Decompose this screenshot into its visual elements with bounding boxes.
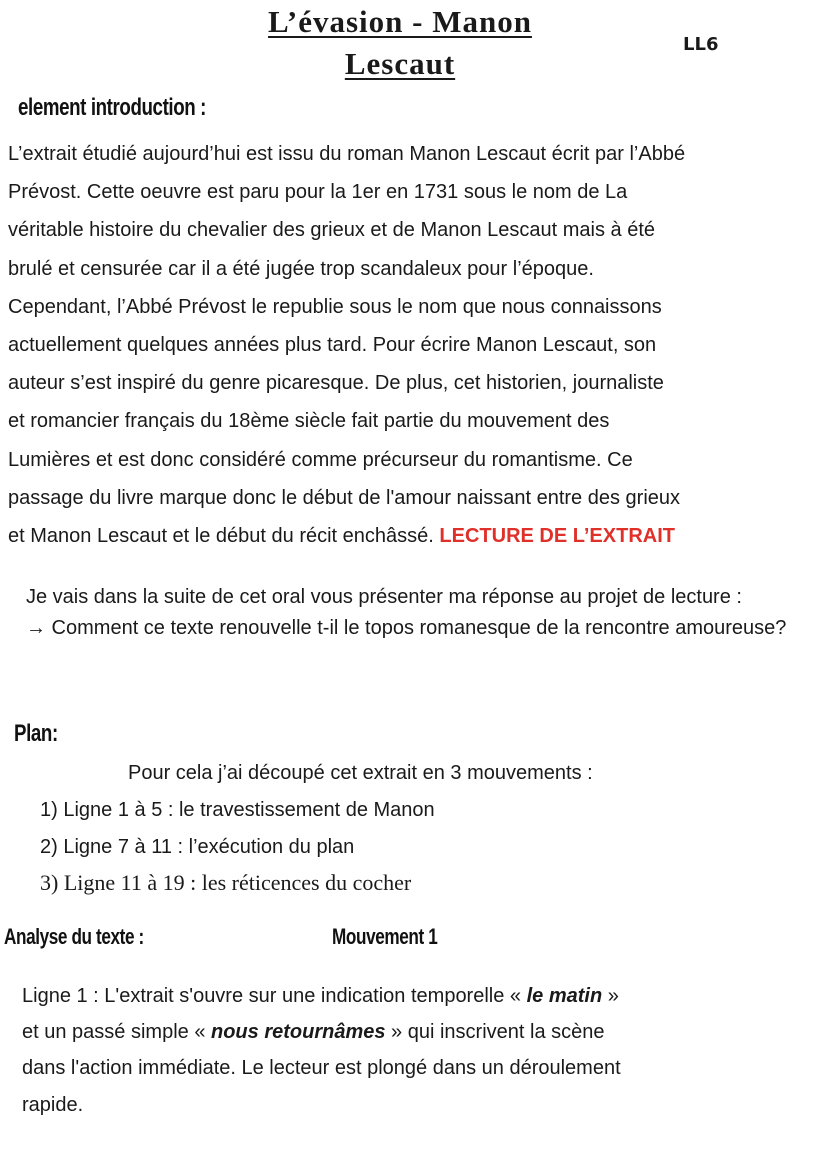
plan-intro: Pour cela j’ai découpé cet extrait en 3 mouvements : — [128, 762, 593, 784]
reading-cue: LECTURE DE L’EXTRAIT — [439, 525, 675, 547]
intro-line: et romancier français du 18ème siècle fait partie du mouvement des — [8, 410, 610, 433]
analyse-line — [22, 985, 619, 1008]
title-line-2: Lescaut — [344, 46, 456, 81]
intro-line: Lumières et est donc considéré comme précurseur du romantisme. Ce — [8, 448, 633, 471]
analyse-text: et un passé simple « — [22, 1021, 211, 1043]
analyse-text: Ligne 1 : L'extrait s'ouvre sur une indication temporelle « — [22, 985, 527, 1007]
plan-item: 2) Ligne 7 à 11 : l’exécution du plan — [40, 836, 355, 858]
quote-emphasis: le matin — [526, 985, 603, 1007]
analyse-line — [22, 1021, 605, 1044]
intro-line: véritable histoire du chevalier des grieux et de Manon Lescaut mais à été — [8, 219, 656, 242]
lesson-label: LL6 — [683, 34, 719, 55]
intro-line: auteur s’est inspiré du genre picaresque. De plus, cet historien, journaliste — [8, 372, 664, 395]
mouvement-heading: Mouvement 1 — [332, 924, 438, 949]
plan-heading: Plan: — [14, 720, 58, 747]
intro-line: Cependant, l’Abbé Prévost le republie sous le nom que nous connaissons — [8, 295, 662, 318]
analyse-line: dans l'action immédiate. Le lecteur est plongé dans un déroulement — [22, 1057, 621, 1079]
intro-line: passage du livre marque donc le début de l'amour naissant entre des grieux — [8, 486, 681, 509]
analyse-text: » qui inscrivent la scène — [385, 1021, 605, 1043]
intro-text: et Manon Lescaut et le début du récit enchâssé. — [8, 525, 434, 547]
projet-paragraph — [26, 582, 808, 644]
intro-line: brulé et censurée car il a été jugée trop scandaleux pour l’époque. — [8, 257, 594, 280]
intro-line: L’extrait étudié aujourd’hui est issu du roman Manon Lescaut écrit par l’Abbé — [8, 143, 686, 165]
title-line-1: L’évasion - Manon — [268, 4, 532, 39]
analyse-heading: Analyse du texte : — [4, 924, 144, 949]
intro-heading: element introduction : — [18, 94, 206, 121]
projet-text: Je vais dans la suite de cet oral vous présenter ma réponse au projet de lecture : — [26, 586, 742, 608]
analyse-line: rapide. — [22, 1094, 84, 1116]
plan-item: 3) Ligne 11 à 19 : les réticences du cocher — [40, 870, 412, 895]
analyse-text: » — [602, 985, 619, 1007]
intro-line: Prévost. Cette oeuvre est paru pour la 1er en 1731 sous le nom de La — [8, 181, 628, 204]
plan-item: 1) Ligne 1 à 5 : le travestissement de Manon — [40, 799, 435, 821]
question-text: → Comment ce texte renouvelle t-il le topos romanesque de la rencontre amoureuse? — [26, 617, 787, 639]
intro-line — [8, 525, 675, 548]
quote-emphasis: nous retournâmes — [211, 1021, 386, 1043]
intro-line: actuellement quelques années plus tard. Pour écrire Manon Lescaut, son — [8, 334, 657, 356]
